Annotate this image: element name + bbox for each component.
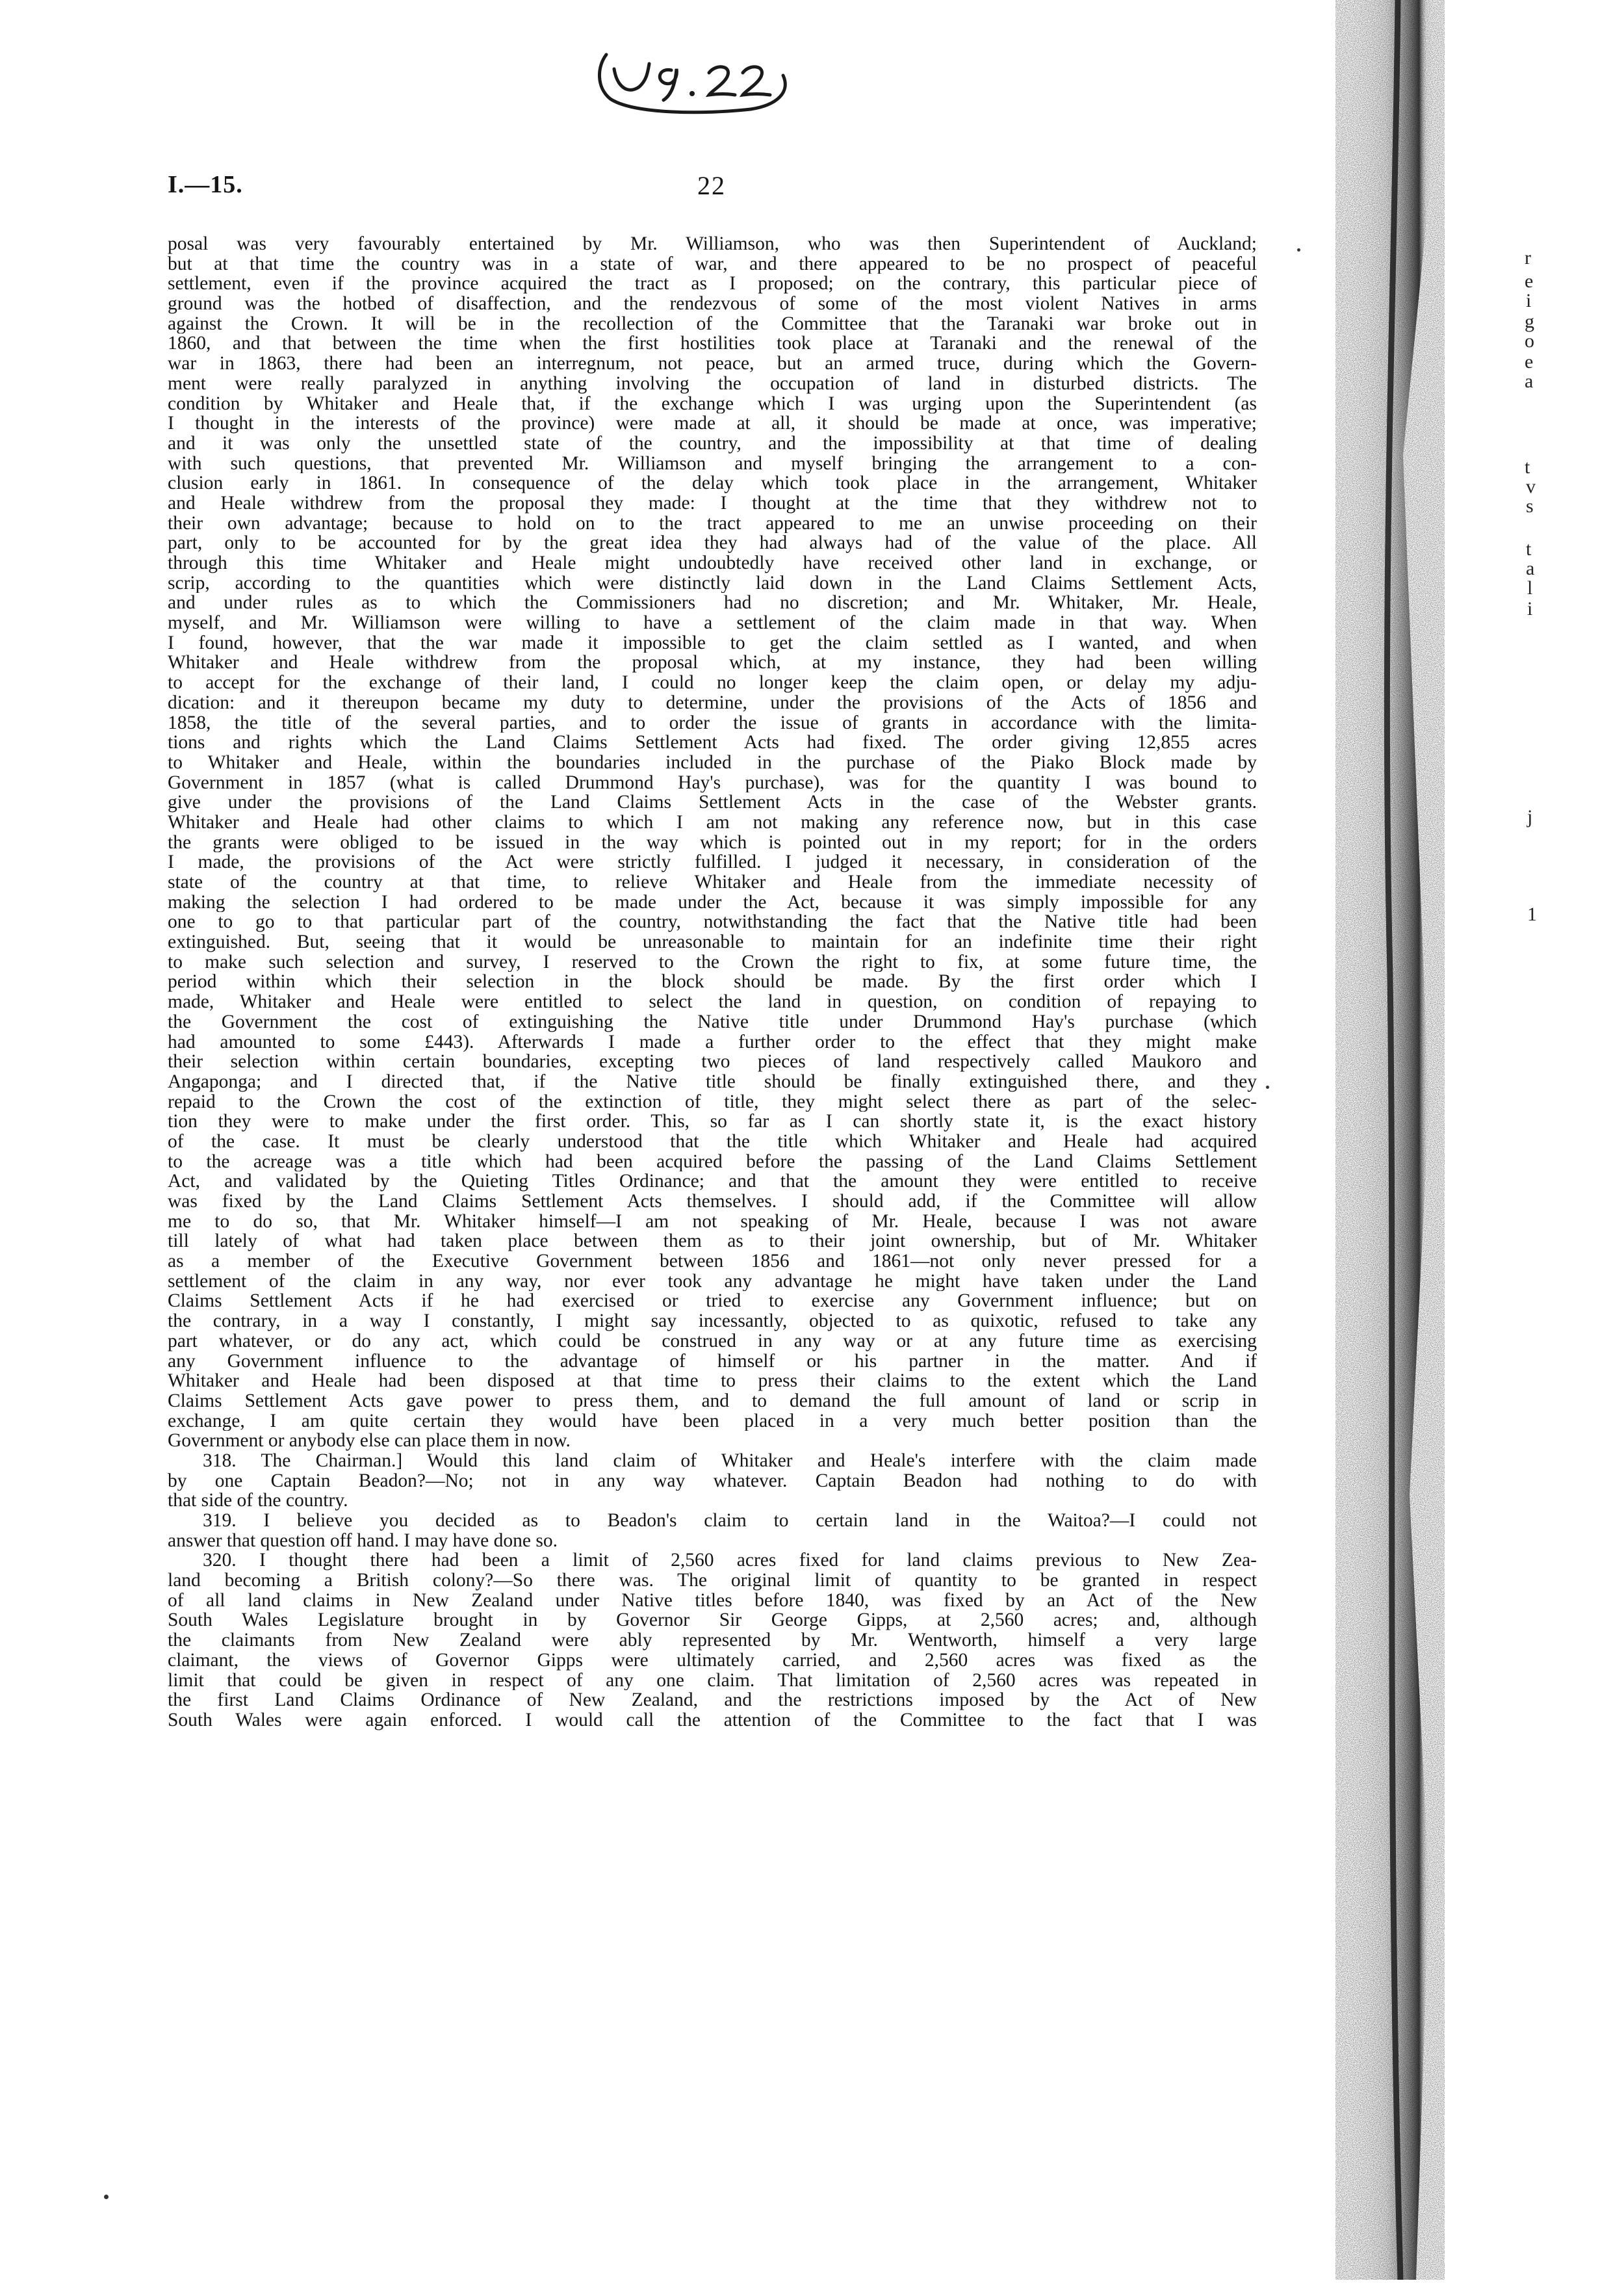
text-line: I made, the provisions of the Act were strictly fulfilled. I judged it necessary, in consideration of the bbox=[168, 852, 1257, 872]
text-line: with such questions, that prevented Mr. Williamson and myself bringing the arrangement to a con- bbox=[168, 453, 1257, 474]
text-line: scrip, according to the quantities which were distinctly laid down in the Land Claims Settlement Acts, bbox=[168, 573, 1257, 594]
question-318-line: 318. The Chairman.] Would this land claim of Whitaker and Heale's interfere with the claim made bbox=[203, 1450, 1257, 1471]
text-line: part, only to be accounted for by the great idea they had always had of the value of the place. All bbox=[168, 533, 1257, 553]
text-line: by one Captain Beadon?—No; not in any way whatever. Captain Beadon had nothing to do with bbox=[168, 1470, 1257, 1491]
text-line: Government in 1857 (what is called Drummond Hay's purchase), was for the quantity I was bound to bbox=[168, 772, 1257, 793]
document-reference: I.—15. bbox=[168, 171, 243, 198]
text-line: answer that question off hand. I may have done so. bbox=[168, 1530, 558, 1551]
text-line: posal was very favourably entertained by Mr. Williamson, who was then Superintendent of Auckland; bbox=[168, 234, 1257, 254]
text-line: till lately of what had taken place between them as to their joint ownership, but of Mr. Whitaker bbox=[168, 1231, 1257, 1252]
text-line: of the case. It must be clearly understood that the title which Whitaker and Heale had acquired bbox=[168, 1131, 1257, 1152]
scan-speck bbox=[104, 2195, 109, 2199]
text-line: period within which their selection in the block should be made. By the first order which I bbox=[168, 972, 1257, 993]
margin-fragment: v bbox=[1526, 476, 1536, 497]
text-line: Claims Settlement Acts gave power to press them, and to demand the full amount of land or scrip in bbox=[168, 1390, 1257, 1411]
text-line: making the selection I had ordered to be made under the Act, because it was simply impossible for any bbox=[168, 892, 1257, 913]
text-line: land becoming a British colony?—So there was. The original limit of quantity to be granted in respect bbox=[168, 1571, 1257, 1591]
text-line: myself, and Mr. Williamson were willing to have a settlement of the claim made in that way. When bbox=[168, 613, 1257, 633]
text-line: South Wales were again enforced. I would call the attention of the Committee to the fact that I was bbox=[168, 1710, 1257, 1730]
text-line: and Heale withdrew from the proposal they made: I thought at the time that they withdrew not to bbox=[168, 493, 1257, 514]
text-line: one to go to that particular part of the country, notwithstanding the fact that the Native title had been bbox=[168, 912, 1257, 933]
text-line: had amounted to some £443). Afterwards I made a further order to the effect that they might make bbox=[168, 1032, 1257, 1052]
text-line: their own advantage; because to hold on to the tract appeared to me an unwise proceeding on their bbox=[168, 513, 1257, 534]
margin-fragment: i bbox=[1527, 598, 1533, 620]
text-line: the contrary, in a way I constantly, I might say incessantly, objected to as quixotic, refused to take any bbox=[168, 1311, 1257, 1331]
question-319-line: 319. I believe you decided as to Beadon's claim to certain land in the Waitoa?—I could not bbox=[203, 1511, 1257, 1531]
text-line: war in 1863, there had been an interregnum, not peace, but an armed truce, during which the Govern- bbox=[168, 354, 1257, 374]
text-line: to Whitaker and Heale, within the boundaries included in the purchase of the Piako Block made by bbox=[168, 752, 1257, 773]
text-line: the claimants from New Zealand were ably represented by Mr. Wentworth, himself a very large bbox=[168, 1630, 1257, 1650]
text-line: through this time Whitaker and Heale might undoubtedly have received other land in exchange, or bbox=[168, 553, 1257, 573]
body-text bbox=[168, 234, 1257, 1730]
page-header bbox=[168, 170, 1272, 209]
text-line: 1860, and that between the time when the first hostilities took place at Taranaki and the renewal of the bbox=[168, 333, 1257, 354]
text-line: tions and rights which the Land Claims Settlement Acts had fixed. The order giving 12,855 acres bbox=[168, 733, 1257, 753]
text-line: to accept for the exchange of their land, I could no longer keep the claim open, or delay my adju- bbox=[168, 673, 1257, 693]
margin-fragment: 1 bbox=[1527, 904, 1537, 925]
text-line: 1858, the title of the several parties, and to order the issue of grants in accordance with the limita- bbox=[168, 712, 1257, 733]
facing-page-fragments bbox=[1522, 247, 1561, 1027]
text-line: give under the provisions of the Land Claims Settlement Acts in the case of the Webster grants. bbox=[168, 792, 1257, 813]
text-line: the Government the cost of extinguishing the Native title under Drummond Hay's purchase (which bbox=[168, 1011, 1257, 1032]
text-line: Whitaker and Heale had other claims to which I am not making any reference now, but in this case bbox=[168, 812, 1257, 833]
text-line: clusion early in 1861. In consequence of the delay which took place in the arrangement, Whitaker bbox=[168, 473, 1257, 493]
margin-fragment: a bbox=[1525, 371, 1534, 392]
margin-fragment: t bbox=[1525, 456, 1530, 478]
text-line: and it was only the unsettled state of the country, and the impossibility at that time of dealing bbox=[168, 433, 1257, 454]
margin-fragment: r bbox=[1525, 247, 1531, 268]
text-line: Whitaker and Heale withdrew from the proposal which, at my instance, they had been willing bbox=[168, 653, 1257, 673]
text-line: but at that time the country was in a state of war, and there appeared to be no prospect of peaceful bbox=[168, 254, 1257, 274]
text-line: me to do so, that Mr. Whitaker himself—I am not speaking of Mr. Heale, because I was not aware bbox=[168, 1211, 1257, 1232]
text-line: against the Crown. It will be in the recollection of the Committee that the Taranaki war broke out in bbox=[168, 313, 1257, 334]
text-line: tion they were to make under the first order. This, so far as I can shortly state it, is the exact history bbox=[168, 1112, 1257, 1132]
question-320-line: 320. I thought there had been a limit of 2,560 acres fixed for land claims previous to New Zea- bbox=[203, 1550, 1257, 1571]
text-line: their selection within certain boundaries, excepting two pieces of land respectively called Maukoro and bbox=[168, 1052, 1257, 1072]
margin-fragment: g bbox=[1525, 311, 1534, 332]
text-line: was fixed by the Land Claims Settlement Acts themselves. I should add, if the Committee will allow bbox=[168, 1192, 1257, 1212]
margin-fragment: e bbox=[1525, 270, 1534, 292]
binding-shadow-icon bbox=[1319, 0, 1624, 2280]
text-line: ground was the hotbed of disaffection, and the rendezvous of some of the most violent Natives in arms bbox=[168, 294, 1257, 314]
text-line: I found, however, that the war made it impossible to get the claim settled as I wanted, and when bbox=[168, 633, 1257, 653]
margin-fragment: t bbox=[1526, 538, 1532, 560]
text-line: made, Whitaker and Heale were entitled to select the land in question, on condition of repaying to bbox=[168, 992, 1257, 1012]
text-line: and under rules as to which the Commissioners had no discretion; and Mr. Whitaker, Mr. Heale, bbox=[168, 593, 1257, 614]
text-line: Angaponga; and I directed that, if the Native title should be finally extinguished there, and they bbox=[168, 1071, 1257, 1092]
margin-fragment: o bbox=[1525, 330, 1534, 352]
text-line: Act, and validated by the Quieting Titles Ordinance; and that the amount they were entitled to receive bbox=[168, 1171, 1257, 1192]
margin-fragment: l bbox=[1527, 577, 1533, 599]
text-line: to make such selection and survey, I reserved to the Crown the right to fix, at some future time, the bbox=[168, 952, 1257, 972]
text-line: I thought in the interests of the province) were made at all, it should be made at once, was imperative; bbox=[168, 413, 1257, 434]
text-line: exchange, I am quite certain they would have been placed in a very much better position than the bbox=[168, 1411, 1257, 1431]
text-line: any Government influence to the advantage of himself or his partner in the matter. And if bbox=[168, 1351, 1257, 1372]
text-line: South Wales Legislature brought in by Governor Sir George Gipps, at 2,560 acres; and, although bbox=[168, 1610, 1257, 1631]
text-line: repaid to the Crown the cost of the extinction of title, they might select there as part of the selec- bbox=[168, 1091, 1257, 1112]
text-line: limit that could be given in respect of any one claim. That limitation of 2,560 acres was repeated in bbox=[168, 1670, 1257, 1691]
handwritten-ink-icon bbox=[588, 47, 803, 118]
text-line: ment were really paralyzed in anything involving the occupation of land in disturbed districts. The bbox=[168, 373, 1257, 394]
margin-fragment: j bbox=[1527, 806, 1533, 828]
text-line: part whatever, or do any act, which could be construed in any way or at any future time as exercising bbox=[168, 1331, 1257, 1351]
text-line: Whitaker and Heale had been disposed at that time to press their claims to the extent which the Land bbox=[168, 1371, 1257, 1391]
text-line: as a member of the Executive Government between 1856 and 1861—not only never pressed for a bbox=[168, 1251, 1257, 1272]
handwritten-reference-annotation bbox=[588, 47, 803, 118]
margin-fragment: s bbox=[1526, 495, 1534, 517]
text-line: the first Land Claims Ordinance of New Zealand, and the restrictions imposed by the Act of New bbox=[168, 1690, 1257, 1710]
text-line: Claims Settlement Acts if he had exercised or tried to exercise any Government influence; but on bbox=[168, 1291, 1257, 1312]
text-line: dication: and it thereupon became my duty to determine, under the provisions of the Acts of 1856 and bbox=[168, 692, 1257, 713]
binding-shadow bbox=[1319, 0, 1624, 2280]
text-line: settlement of the claim in any way, nor ever took any advantage he might have taken under the Land bbox=[168, 1271, 1257, 1292]
text-line: condition by Whitaker and Heale that, if the exchange which I was urging upon the Superintendent (as bbox=[168, 393, 1257, 414]
text-line: extinguished. But, seeing that it would be unreasonable to maintain for an indefinite time their right bbox=[168, 932, 1257, 952]
margin-fragment: a bbox=[1526, 558, 1535, 579]
text-line: that side of the country. bbox=[168, 1491, 348, 1511]
text-line: settlement, even if the province acquired the tract as I proposed; on the contrary, this particular piece of bbox=[168, 274, 1257, 294]
text-line: claimant, the views of Governor Gipps were ultimately carried, and 2,560 acres was fixed as the bbox=[168, 1650, 1257, 1671]
margin-fragment: i bbox=[1526, 290, 1532, 311]
scan-speck bbox=[1266, 1086, 1269, 1089]
text-line: of all land claims in New Zealand under Native titles before 1840, was fixed by an Act of the New bbox=[168, 1590, 1257, 1611]
margin-fragment: e bbox=[1525, 351, 1534, 372]
text-line: Government or anybody else can place them in now. bbox=[168, 1431, 571, 1451]
text-line: the grants were obliged to be issued in the way which is pointed out in my report; for in the orders bbox=[168, 832, 1257, 853]
scan-speck bbox=[1297, 248, 1300, 252]
text-line: state of the country at that time, to relieve Whitaker and Heale from the immediate necessity of bbox=[168, 872, 1257, 893]
page-number: 22 bbox=[697, 171, 726, 200]
text-line: to the acreage was a title which had been acquired before the passing of the Land Claims Settlement bbox=[168, 1151, 1257, 1172]
